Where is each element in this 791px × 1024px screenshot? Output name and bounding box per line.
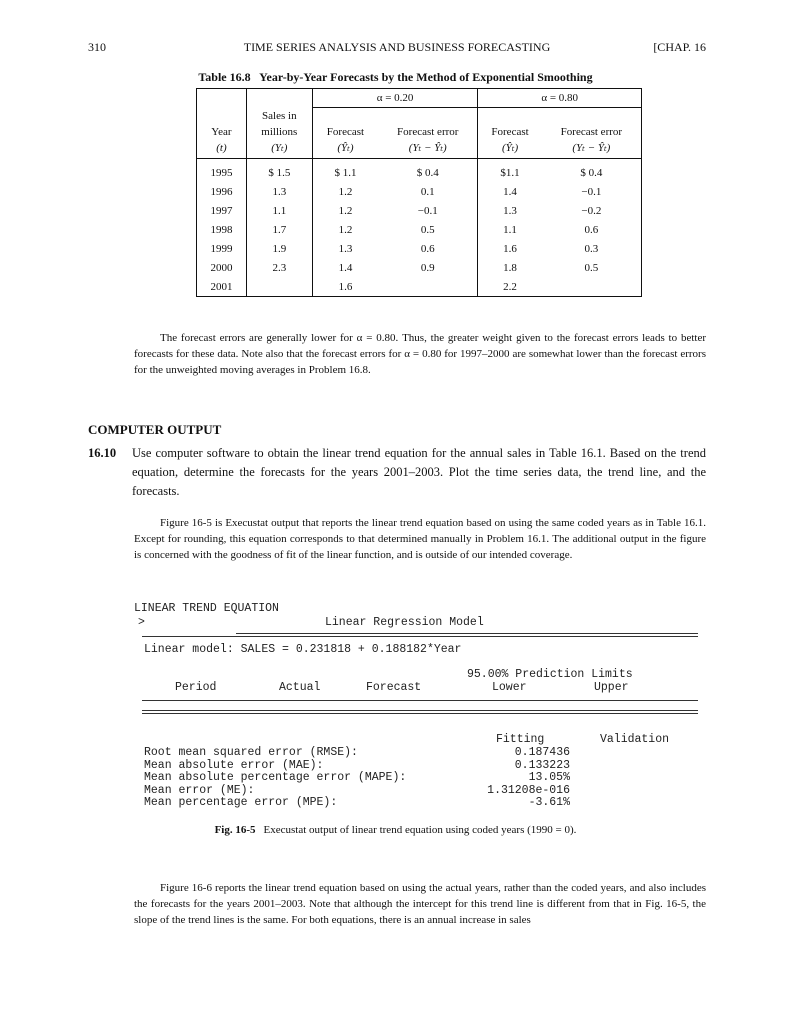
cell-sales xyxy=(246,277,312,297)
output-rule-top2 xyxy=(142,636,698,637)
table-row xyxy=(197,239,642,258)
cell-f2: 2.2 xyxy=(503,280,517,293)
cell-f2: 1.3 xyxy=(503,204,517,217)
stat-value: 0.187436 xyxy=(514,746,570,759)
paragraph-execustat-intro: Figure 16-5 is Execustat output that reports the linear trend equation based on using the same coded years as in Table 16.1. Except for rounding, this equation corresponds to that determined manually in Problem 16.1. The additional output in the figure is concerned with the goodness of fit of the linear function, and is outside of our intended coverage. xyxy=(134,517,706,561)
table-row xyxy=(197,182,642,201)
cell-sales: 1.3 xyxy=(246,182,312,201)
cell-year: 1997 xyxy=(197,201,247,220)
cell-e2: −0.2 xyxy=(581,204,602,217)
cell-f2: 1.6 xyxy=(503,242,517,255)
cell-year: 1996 xyxy=(197,182,247,201)
col-header-error-a080: Forecast error (Yₜ − Ŷₜ) xyxy=(560,126,623,154)
table-row xyxy=(197,220,642,239)
output-prompt: > xyxy=(138,616,145,629)
output-rule-mid2 xyxy=(142,710,698,711)
cell-f2: 1.4 xyxy=(503,185,517,198)
output-col-actual: Actual xyxy=(279,681,321,694)
problem-text: Use computer software to obtain the linear trend equation for the annual sales in Table 16.1. Based on the trend equation, determine the forecasts for the years 2001–2003. Plot the time series data, the trend line, and the forecasts. xyxy=(132,446,706,498)
section-heading: COMPUTER OUTPUT xyxy=(88,422,222,437)
output-model-title: Linear Regression Model xyxy=(325,616,484,629)
col-header-sales: Sales in millions (Yₜ) xyxy=(246,108,312,159)
exponential-smoothing-table xyxy=(196,88,642,297)
stat-value: 13.05% xyxy=(528,771,570,784)
alpha-080-header: α = 0.80 xyxy=(478,89,642,108)
cell-f2: 1.1 xyxy=(503,223,517,236)
cell-year: 2001 xyxy=(197,277,247,297)
stat-label: Mean percentage error (MPE): xyxy=(144,796,338,809)
cell-year: 1995 xyxy=(197,159,247,183)
cell-f1: $ 1.1 xyxy=(334,166,357,179)
output-model-line: Linear model: SALES = 0.231818 + 0.188182*Year xyxy=(144,643,462,656)
figure-label: Fig. 16-5 xyxy=(214,824,256,836)
table-row xyxy=(197,258,642,277)
running-title: TIME SERIES ANALYSIS AND BUSINESS FORECASTING xyxy=(243,40,551,54)
cell-e1: $ 0.4 xyxy=(378,159,478,183)
problem-number: 16.10 xyxy=(88,446,117,460)
running-header xyxy=(88,40,706,56)
alpha-020-header: α = 0.20 xyxy=(312,89,478,108)
table-row xyxy=(197,277,642,297)
cell-year: 1999 xyxy=(197,239,247,258)
stat-label: Root mean squared error (RMSE): xyxy=(144,746,358,759)
stat-value: -3.61% xyxy=(528,796,570,809)
output-prediction-limits: 95.00% Prediction Limits xyxy=(467,668,633,681)
cell-e1: 0.9 xyxy=(378,258,478,277)
cell-f1: 1.2 xyxy=(338,223,353,236)
cell-sales: 1.9 xyxy=(246,239,312,258)
cell-sales: 2.3 xyxy=(246,258,312,277)
cell-e2: 0.6 xyxy=(584,223,599,236)
cell-e2: −0.1 xyxy=(581,185,602,198)
cell-year: 1998 xyxy=(197,220,247,239)
page-number: 310 xyxy=(88,40,106,54)
col-header-error-a020: Forecast error (Yₜ − Ŷₜ) xyxy=(378,108,478,159)
paragraph-figure-16-6: Figure 16-6 reports the linear trend equation based on using the actual years, rather than the coded years, and also includes the forecasts for the years 2001–2003. Note that although the intercept for this trend line is different from that in Fig. 16-5, the slope of the trend lines is the same. For both equations, there is an annual increase in sales xyxy=(134,882,706,926)
cell-f2: 1.8 xyxy=(503,261,517,274)
table-row xyxy=(197,159,642,183)
chapter-label: [CHAP. 16 xyxy=(653,40,706,54)
cell-e2: $ 0.4 xyxy=(580,166,603,179)
problem-16-10 xyxy=(88,444,706,501)
cell-f1: 1.4 xyxy=(338,261,353,274)
cell-sales: 1.1 xyxy=(246,201,312,220)
cell-f2: $1.1 xyxy=(500,166,520,179)
cell-f1: 1.3 xyxy=(338,242,353,255)
output-rule-mid3 xyxy=(142,713,698,714)
stat-label: Mean absolute percentage error (MAPE): xyxy=(144,771,407,784)
cell-e1: 0.6 xyxy=(378,239,478,258)
stat-value: 0.133223 xyxy=(514,758,570,772)
cell-e1: −0.1 xyxy=(378,201,478,220)
paragraph-alpha-comparison: The forecast errors are generally lower for α = 0.80. Thus, the greater weight given to the forecast errors leads to better forecasts for these data. Note also that the forecast errors for α = 0.80 for 1997–2000 are somewhat lower than the forecast errors for the unweighted moving averages in Problem 16.8. xyxy=(134,332,706,376)
cell-f1: 1.6 xyxy=(338,280,353,293)
cell-year: 2000 xyxy=(197,258,247,277)
output-rule-mid xyxy=(142,700,698,701)
cell-e1 xyxy=(378,277,478,297)
figure-caption: Fig. 16-5 Execustat output of linear trend equation using coded years (1990 = 0). xyxy=(214,824,577,836)
output-col-fitting: Fitting xyxy=(496,733,545,746)
cell-sales: $ 1.5 xyxy=(246,159,312,183)
col-header-forecast-a020: Forecast (Ŷₜ) xyxy=(326,126,365,154)
stat-label: Mean absolute error (MAE): xyxy=(144,758,324,772)
output-col-lower: Lower xyxy=(492,681,527,694)
output-title: LINEAR TREND EQUATION xyxy=(134,602,279,615)
cell-e2 xyxy=(542,277,642,297)
table-row xyxy=(197,201,642,220)
cell-f1: 1.2 xyxy=(338,185,353,198)
cell-e1: 0.1 xyxy=(378,182,478,201)
table-caption: Table 16.8 Year-by-Year Forecasts by the Method of Exponential Smoothing xyxy=(198,70,593,84)
cell-f1: 1.2 xyxy=(338,204,353,217)
col-header-forecast-a080: Forecast (Ŷₜ) xyxy=(491,126,529,154)
cell-sales: 1.7 xyxy=(246,220,312,239)
output-rule-top xyxy=(236,633,698,634)
output-col-upper: Upper xyxy=(594,681,629,694)
cell-e1: 0.5 xyxy=(378,220,478,239)
col-header-year: Year (t) xyxy=(197,108,247,159)
output-col-period: Period xyxy=(175,681,217,694)
cell-e2: 0.3 xyxy=(584,242,599,255)
output-col-validation: Validation xyxy=(600,733,670,746)
cell-e2: 0.5 xyxy=(584,261,599,274)
stat-value: 1.31208e-016 xyxy=(487,783,570,797)
stat-label: Mean error (ME): xyxy=(144,783,255,797)
output-col-forecast: Forecast xyxy=(366,681,422,694)
